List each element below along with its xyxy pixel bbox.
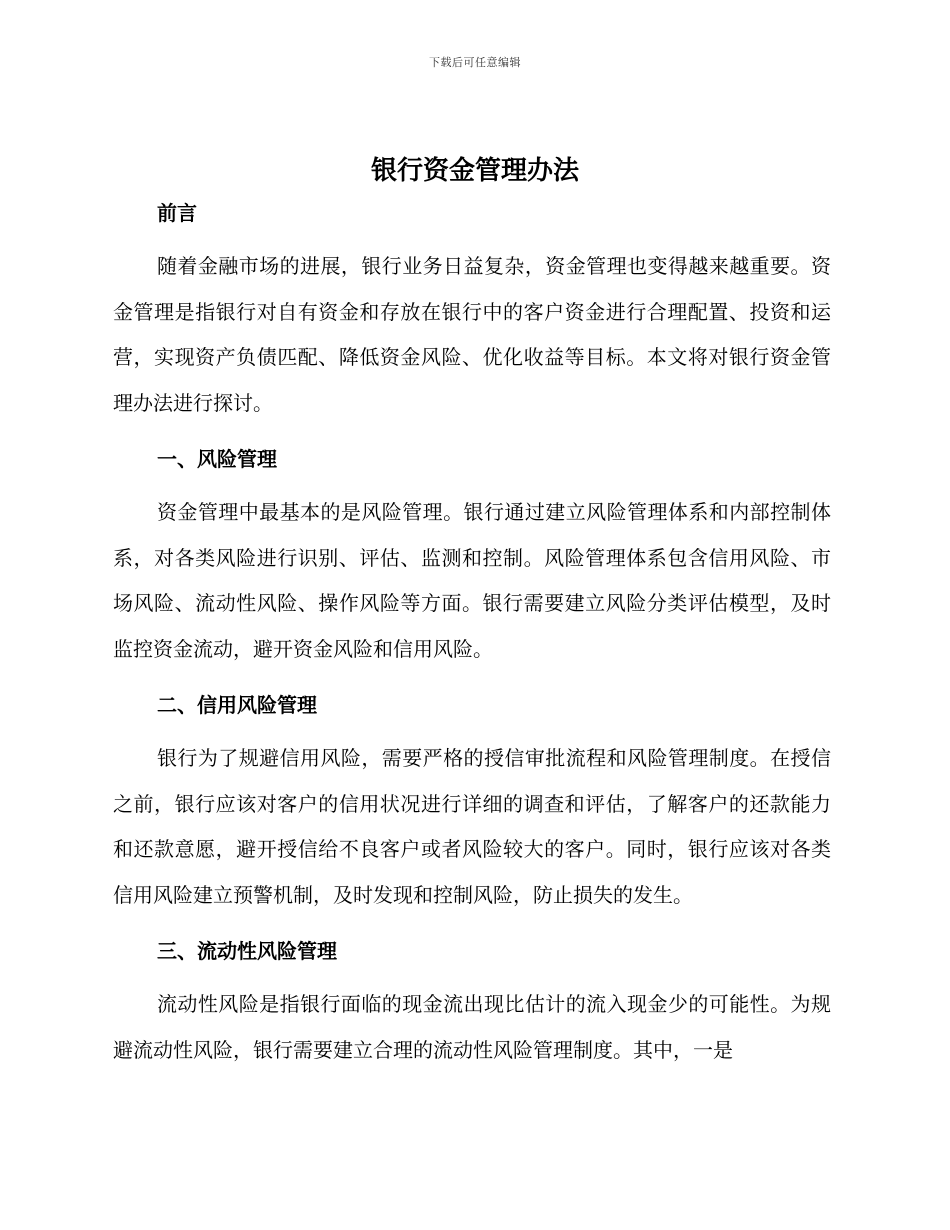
- section-paragraph-risk-management: 资金管理中最基本的是风险管理。银行通过建立风险管理体系和内部控制体系，对各类风险进行识别、评估、监测和控制。风险管理体系包含信用风险、市场风险、流动性风险、操作风险等方面。银行需要建立风险分类评估模型，及时监控资金流动，避开资金风险和信用风险。: [113, 500, 831, 661]
- document-title: 银行资金管理办法: [370, 156, 579, 186]
- section-paragraph-credit-risk: 银行为了规避信用风险，需要严格的授信审批流程和风险管理制度。在授信之前，银行应该对客户的信用状况进行详细的调查和评估，了解客户的还款能力和还款意愿，避开授信给不良客户或者风险较大的客户。同时，银行应该对各类信用风险建立预警机制，及时发现和控制风险，防止损失的发生。: [113, 746, 831, 907]
- section-paragraph-preface: 随着金融市场的进展，银行业务日益复杂，资金管理也变得越来越重要。资金管理是指银行对自有资金和存放在银行中的客户资金进行合理配置、投资和运营，实现资产负债匹配、降低资金风险、优化收益等目标。本文将对银行资金管理办法进行探讨。: [113, 254, 831, 415]
- document-body: [113, 196, 831, 1073]
- section-heading-risk-management: 一、风险管理: [157, 447, 277, 471]
- section-paragraph-liquidity-risk: 流动性风险是指银行面临的现金流出现比估计的流入现金少的可能性。为规避流动性风险，银行需要建立合理的流动性风险管理制度。其中，一是: [113, 992, 831, 1062]
- section-heading-credit-risk: 二、信用风险管理: [157, 693, 317, 717]
- header-note: 下载后可任意编辑: [429, 56, 521, 69]
- section-heading-preface: 前言: [157, 201, 197, 225]
- section-heading-liquidity-risk: 三、流动性风险管理: [157, 939, 337, 963]
